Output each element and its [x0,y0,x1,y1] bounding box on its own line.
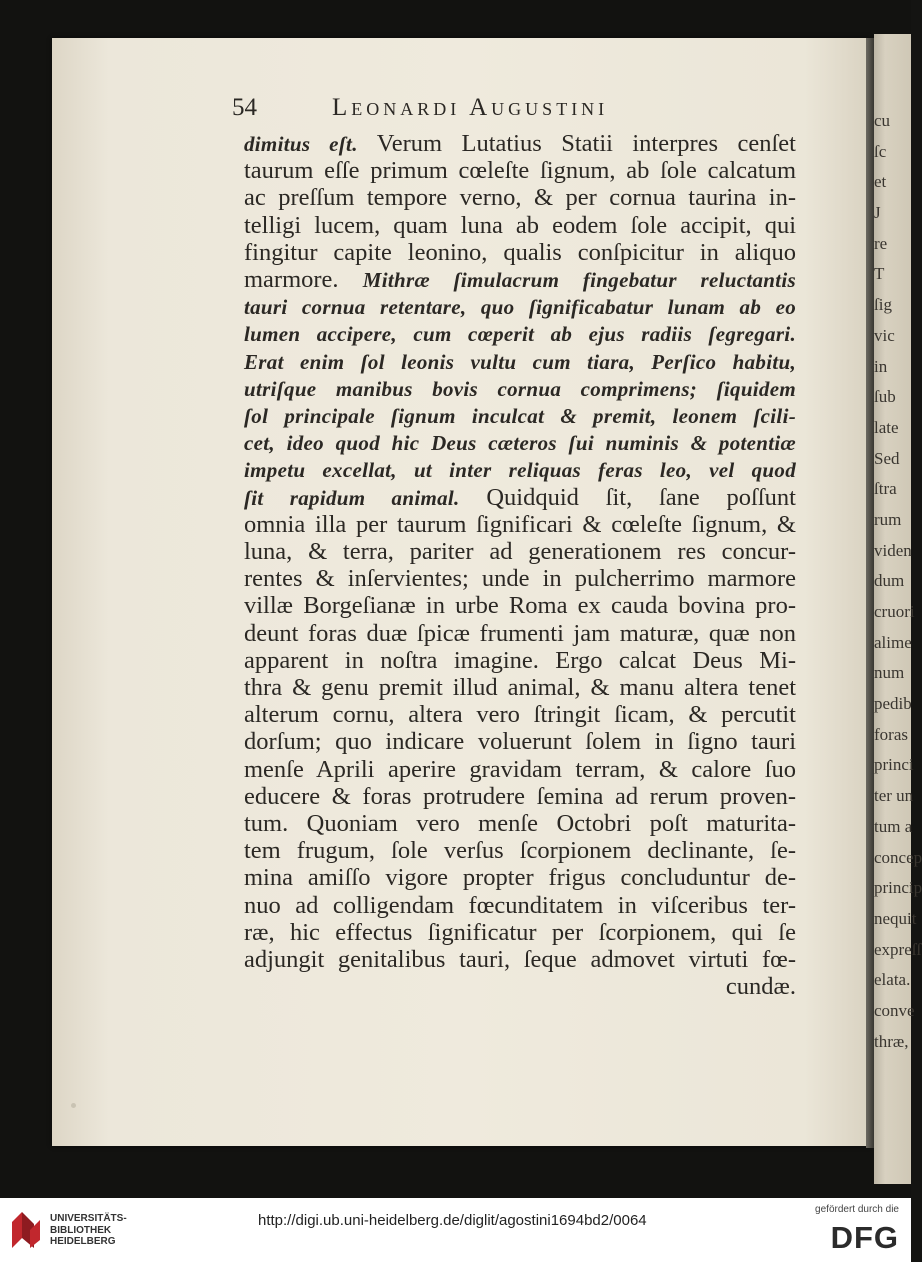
page-speck [71,1103,76,1108]
roman-span: Quidquid ſit, ſane poſſunt [459,483,796,511]
italic-span: ſol principale ſignum inculcat & premit, leonem ſcili- [244,404,796,428]
facing-page-word: concep [874,847,922,867]
text-line [244,891,796,921]
university-library-logo-icon[interactable] [8,1208,44,1252]
roman-span: alterum cornu, altera vero ſtringit ſicam, & percutit [244,701,796,729]
text-line [244,292,796,322]
facing-page-word: rum [874,509,902,529]
roman-span: villæ Borgeſianæ in urbe Roma ex cauda bovina pro- [244,592,796,620]
facing-page-word: cruori [874,602,915,621]
facing-page-word: et [874,172,887,192]
roman-span: adjungit genitalibus tauri, ſeque admovet virtuti fœ- [244,946,796,973]
roman-span: ac preſſum tempore verno, & per cornua taurina in- [244,184,796,212]
roman-span: apparent in noſtra imagine. Ergo calcat Deus Mi- [244,646,796,674]
facing-page-word: foras [874,724,908,744]
italic-span: tauri cornua retentare, quo ſignificabatur lunam ab eo [244,295,796,320]
text-line [244,809,796,839]
text-line [244,347,796,377]
text-line [244,483,796,513]
text-line [244,755,796,785]
facing-page-word: T [874,264,885,284]
facing-page-word: princip [874,878,922,898]
text-line [244,646,796,676]
facing-page-word: ſc [874,141,887,161]
roman-span: rentes & inſervientes; unde in pulcherrimo marmore [244,565,796,593]
facing-page-word: pedib [874,694,912,714]
roman-span: taurum eſſe primum cœleſte ſignum, ab ſole calcatum [244,157,796,185]
italic-span: utriſque manibus bovis cornua comprimens; ſiquidem [244,376,796,401]
roman-span: mina amiſſo vigore propter frigus concluduntur de- [244,864,796,892]
running-title: Leonardi Augustini [332,94,609,121]
text-line [244,782,796,812]
italic-span: cet, ideo quod hic Deus cæteros ſui numinis & potentiæ [244,431,796,456]
roman-span: fingitur capite leonino, qualis conſpicitur in aliquo [244,238,796,266]
text-line [244,673,796,703]
roman-span: marmore. [244,266,363,293]
text-line [244,428,796,458]
italic-span: Erat enim ſol leonis vultu cum tiara, Perſico habitu, [244,349,796,374]
facing-page-word: elata. [874,970,911,990]
text-line [244,836,796,866]
text-line [244,945,796,975]
library-name [50,1213,127,1248]
text-line [244,537,796,567]
roman-span: thra & genu premit illud animal, & manu altera tenet [244,674,796,701]
facing-page-word: cu [874,111,891,130]
page-number: 54 [232,94,257,121]
text-line [244,510,796,540]
facing-page-word: J [874,203,881,223]
text-line [244,863,796,893]
text-line [244,591,796,621]
roman-span: tum. Quoniam vero menſe Octobri poſt maturita- [244,810,796,837]
facing-page-word: re [874,233,888,253]
library-name-line: UNIVERSITÄTS- [50,1213,127,1224]
facing-page-fragment [874,34,922,1184]
roman-span: deunt foras duæ ſpicæ frumenti jam maturæ, quæ non [244,619,796,647]
text-line [244,455,796,485]
text-line [244,319,796,349]
text-line [244,129,796,159]
facing-page-word: expreſſ [874,939,922,959]
text-line [244,727,796,757]
roman-span: ræ, hic effectus ſignificatur per ſcorpionem, qui ſe [244,918,796,946]
library-name-line: HEIDELBERG [50,1236,116,1247]
text-line [244,918,796,948]
roman-span: dorſum; quo indicare voluerunt ſolem in ſigno tauri [244,728,796,756]
text-line [244,183,796,213]
facing-page-word: dum [874,571,905,591]
roman-span: Verum Lutatius Statii interpres cenſet [357,130,796,157]
roman-span: tem frugum, ſole verſus ſcorpionem declinante, ſe- [244,837,796,865]
facing-page-word: tum a [874,816,913,836]
text-line [244,238,796,268]
roman-span: educere & foras protrudere ſemina ad rerum proven- [244,782,796,810]
facing-page-word: ſig [874,295,892,315]
text-line [244,211,796,241]
text-line [244,972,796,1002]
facing-page-word: alime [874,632,912,652]
text-line [244,374,796,404]
italic-span: Mithræ ſimulacrum fingebatur reluctantis [362,268,796,292]
italic-span: impetu excellat, ut inter reliquas feras leo, vel quod [244,458,796,483]
text-line [244,401,796,431]
facing-page-word: ſub [874,387,896,407]
roman-span: menſe Aprili aperire gravidam terram, & calore ſuo [244,755,796,783]
sponsor-label: gefördert durch die [815,1204,899,1215]
italic-span: ſit rapidum animal. [244,485,460,510]
facing-page-word: ter un [874,786,914,806]
roman-span: telligi lucem, quam luna ab eodem ſole accipit, qui [244,211,796,239]
permalink-url[interactable]: http://digi.ub.uni-heidelberg.de/diglit/agostini1694bd2/0064 [258,1212,647,1229]
footer-bar [0,1198,911,1262]
facing-page-word: viden [874,540,912,560]
roman-span: omnia illa per taurum ſignificari & cœleſte ſignum, & [244,510,796,538]
facing-page-word: vic [874,325,895,345]
facing-page-word: princi [874,755,914,775]
facing-page-word: late [874,417,899,437]
roman-span: cundæ. [725,973,796,1001]
facing-page-word: in [874,356,888,376]
facing-page-word: nequit [874,908,917,928]
library-name-line: BIBLIOTHEK [50,1224,112,1236]
italic-span: lumen accipere, cum cœperit ab ejus radiis ſegregari. [244,322,796,347]
facing-page-word: thræ, [874,1031,909,1051]
text-line [244,265,796,295]
text-line [244,156,796,186]
facing-page-word: conve [874,1000,915,1020]
text-line [244,564,796,594]
text-line [244,619,796,649]
text-line [244,700,796,730]
dfg-logo[interactable]: DFG [830,1220,899,1255]
facing-page-word: ſtra [874,479,897,499]
facing-page-word: num [874,663,905,683]
facing-page-word: Sed [874,448,900,468]
italic-span: dimitus eſt. [244,132,358,156]
roman-span: nuo ad colligendam fœcunditatem in viſceribus ter- [244,891,796,919]
roman-span: luna, & terra, pariter ad generationem res concur- [244,538,796,565]
running-head [232,94,702,122]
